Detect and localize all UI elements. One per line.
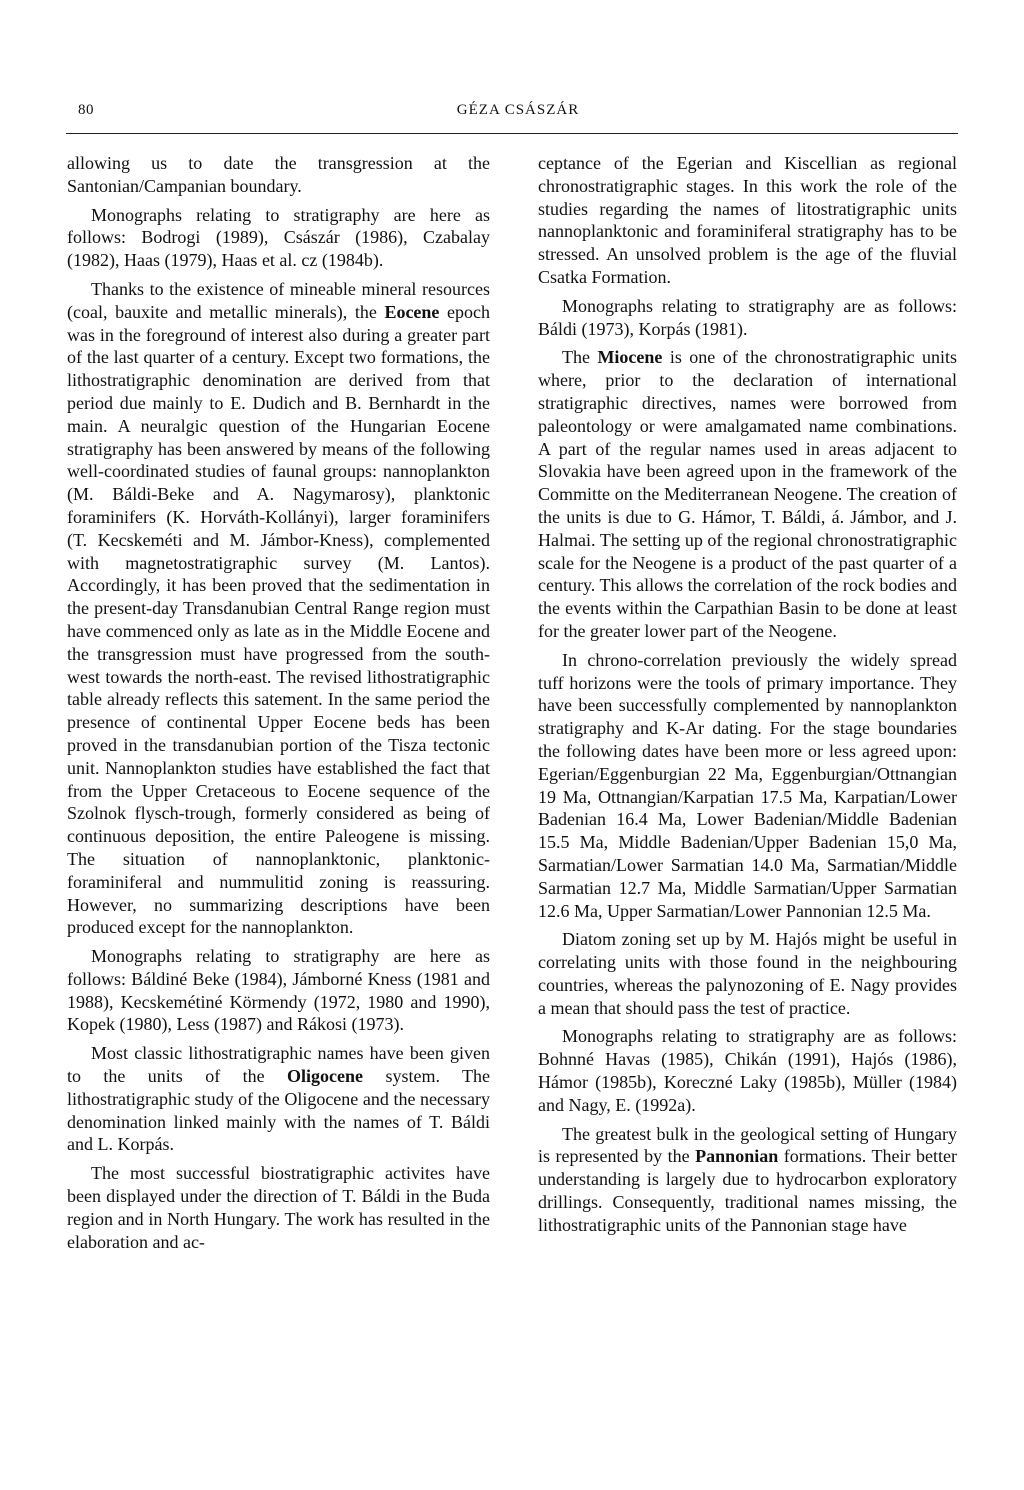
header-rule <box>66 133 958 134</box>
paragraph: Monographs relating to stratigraphy are as follows: Bohnné Havas (1985), Chikán (1991), Hajós (1986), Hámor (1985b), Koreczné Laky (1985b), Müller (1984) and Nagy, E. (1992a). <box>538 1026 957 1115</box>
term-eocene: Eocene <box>384 301 440 322</box>
term-pannonian: Pannonian <box>695 1146 779 1167</box>
paragraph: Monographs relating to stratigraphy are as follows: Báldi (1973), Korpás (1981). <box>538 295 957 339</box>
paragraph: allowing us to date the transgression at the Santonian/Campanian boundary. <box>67 153 490 196</box>
page-number: 80 <box>78 102 94 118</box>
term-oligocene: Oligocene <box>287 1066 364 1087</box>
paragraph: Most classic lithostratigraphic names have been given to the units of the Oligocene system. The lithostratigraphic study of the Oligocene and the necessary denomination linked mainly with the names of T. Báldi and L. Korpás. <box>67 1043 491 1155</box>
left-column <box>67 152 490 1259</box>
paragraph: The greatest bulk in the geological setting of Hungary is represented by the Pannonian formations. Their better understanding is largely due to hydrocarbon exploratory drillings. Consequently, traditional names missing, the lithostratigraphic units of the Pannonian stage have <box>538 1123 958 1235</box>
paragraph: The most successful biostratigraphic activites have been displayed under the direction of T. Báldi in the Buda region and in North Hungary. The work has resulted in the elaboration and ac- <box>67 1163 490 1252</box>
paragraph: The Miocene is one of the chronostratigraphic units where, prior to the declaration of international stratigraphic directives, names were borrowed from paleontology or were amalgamated name combinations. A part of the regular names used in areas adjacent to Slovakia have been agreed upon in the framework of the Committe on the Mediterranean Neogene. The creation of the units is due to G. Hámor, T. Báldi, á. Jámbor, and J. Halmai. The setting up of the regional chronostratigraphic scale for the Neogene is a product of the past quarter of a century. This allows the correlation of the rock bodies and the events within the Carpathian Basin to be done at least for the greater lower part of the Neogene. <box>538 347 958 641</box>
paragraph: Monographs relating to stratigraphy are here as follows: Bodrogi (1989), Császár (1986), Czabalay (1982), Haas (1979), Haas et al. cz (1984b). <box>67 204 490 271</box>
paragraph: In chrono-correlation previously the widely spread tuff horizons were the tools of primary importance. They have been successfully complemented by nannoplankton stratigraphy and K-Ar dating. For the stage boundaries the following dates have been more or less agreed upon: Egerian/Eggenburgian 22 Ma, Eggenburgian/Ottnangian 19 Ma, Ottnangian/Karpatian 17.5 Ma, Karpatian/Lower Badenian 16.4 Ma, Lower Badenian/Middle Badenian 15.5 Ma, Middle Badenian/Upper Badenian 15,0 Ma, Sarmatian/Lower Sarmatian 14.0 Ma, Sarmatian/Middle Sarmatian 12.7 Ma, Middle Sarmatian/Upper Sarmatian 12.6 Ma, Upper Sarmatian/Lower Pannonian 12.5 Ma. <box>538 649 957 921</box>
paragraph: Diatom zoning set up by M. Hajós might be useful in correlating units with those found in the neighbouring countries, whereas the palynozoning of E. Nagy provides a mean that should pass the test of practice. <box>538 929 957 1018</box>
running-head: GÉZA CSÁSZÁR <box>456 102 580 118</box>
paragraph: Thanks to the existence of mineable mineral resources (coal, bauxite and metallic minerals), the Eocene epoch was in the foreground of interest also during a greater part of the last quarter of a century. Except two formations, the lithostratigraphic denomination are derived from that period due mainly to E. Dudich and B. Bernhardt in the main. A neuralgic question of the Hungarian Eocene stratigraphy has been answered by means of the following well-coordinated studies of faunal groups: nannoplankton (M. Báldi-Beke and A. Nagymarosy), planktonic foraminifers (K. Horváth-Kollányi), larger foraminifers (T. Kecskeméti and M. Jámbor-Kness), complemented with magnetostratigraphic survey (M. Lantos). Accordingly, it has been proved that the sedimentation in the present-day Transdanubian Central Range region must have commenced only as late as in the Middle Eocene and the transgression must have progressed from the south-west towards the north-east. The revised lithostratigraphic table already reflects this satement. In the same period the presence of continental Upper Eocene beds has been proved in the transdanubian portion of the Tisza tectonic unit. Nannoplankton studies have established the fact that from the Upper Cretaceous to Eocene sequence of the Szolnok flysch-trough, formerly considered as being of continuous deposition, the entire Paleogene is missing. The situation of nannoplanktonic, planktonic-foraminiferal and nummulitid zoning is reassuring. However, no summarizing descriptions have been produced except for the nannoplankton. <box>67 278 490 938</box>
paragraph: ceptance of the Egerian and Kiscellian as regional chronostratigraphic stages. In this work the role of the studies regarding the names of litostratigraphic units nannoplanktonic and foraminiferal stratigraphy has to be stressed. An unsolved problem is the age of the fluvial Csatka Formation. <box>538 153 957 287</box>
paragraph: Monographs relating to stratigraphy are here as follows: Báldiné Beke (1984), Jámborné Kness (1981 and 1988), Kecskemétiné Körmendy (1972, 1980 and 1990), Kopek (1980), Less (1987) and Rákosi (1973). <box>67 946 490 1035</box>
page-header <box>78 102 958 126</box>
right-column <box>538 152 957 1243</box>
term-miocene: Miocene <box>597 347 663 368</box>
